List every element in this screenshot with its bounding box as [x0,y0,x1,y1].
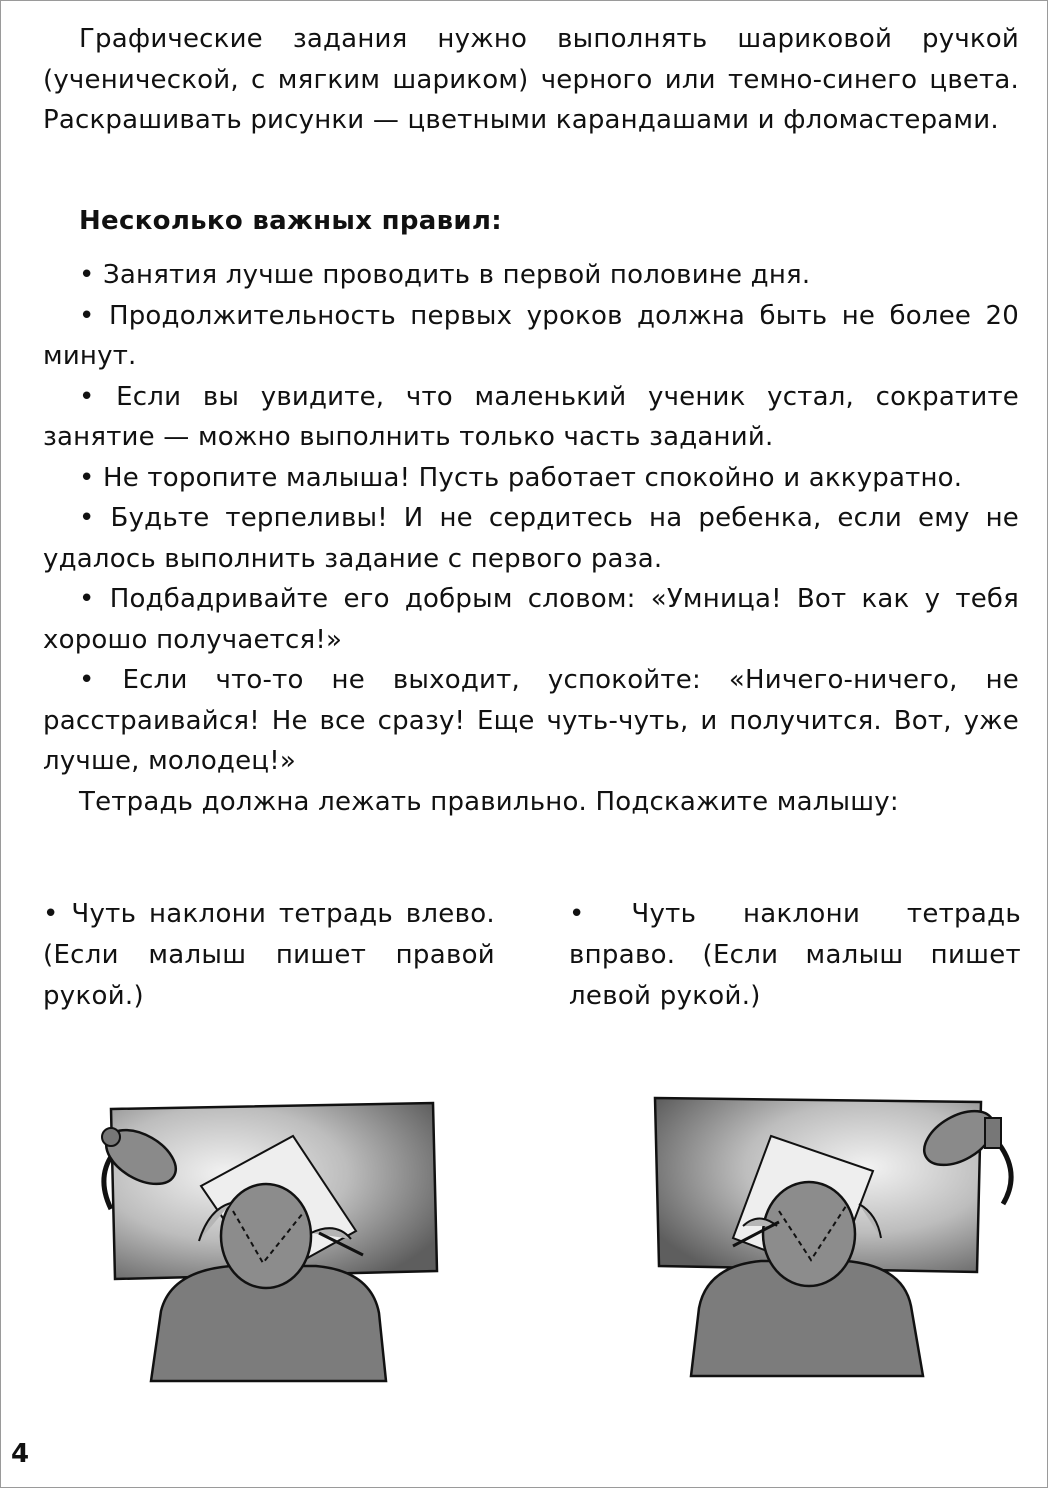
intro-section [43,19,1019,141]
rules-list [43,255,1019,822]
rules-closing: Тетрадь должна лежать правильно. Подскажите малышу: [79,786,899,817]
rule-item: • Если что-то не выходит, успокойте: «Ничего-ничего, не расстраивайся! Не все сразу! Еще чуть-чуть, и получится. Вот, уже лучше, молодец!» [43,665,1019,776]
rule-item: • Не торопите малыша! Пусть работает спокойно и аккуратно. [79,462,963,493]
rule-item: • Продолжительность первых уроков должна быть не более 20 минут. [43,300,1019,371]
rule-item: • Будьте терпеливы! И не сердитесь на ребенка, если ему не удалось выполнить задание с первого раза. [43,503,1019,574]
rule-item: • Занятия лучше проводить в первой половине дня. [79,260,811,290]
tip-left-tilt: • Чуть наклони тетрадь влево. (Если малыш пишет правой рукой.) [43,899,495,1011]
rule-item: • Если вы увидите, что маленький ученик устал, сократите занятие — можно выполнить только часть заданий. [43,381,1019,452]
left-handed-writing-illustration [641,1076,1031,1396]
rules-heading: Несколько важных правил: [79,206,502,236]
tip-right-tilt: • Чуть наклони тетрадь вправо. (Если малыш пишет левой рукой.) [569,899,1021,1011]
page-number: 4 [11,1439,30,1469]
right-handed-writing-illustration [81,1081,461,1401]
rule-item: • Подбадривайте его добрым словом: «Умница! Вот как у тебя хорошо получается!» [43,584,1019,655]
intro-paragraph: Графические задания нужно выполнять шариковой ручкой (ученической, с мягким шариком) черного или темно-синего цвета. Раскрашивать рисунки — цветными карандашами и фломастерами. [43,24,1019,135]
